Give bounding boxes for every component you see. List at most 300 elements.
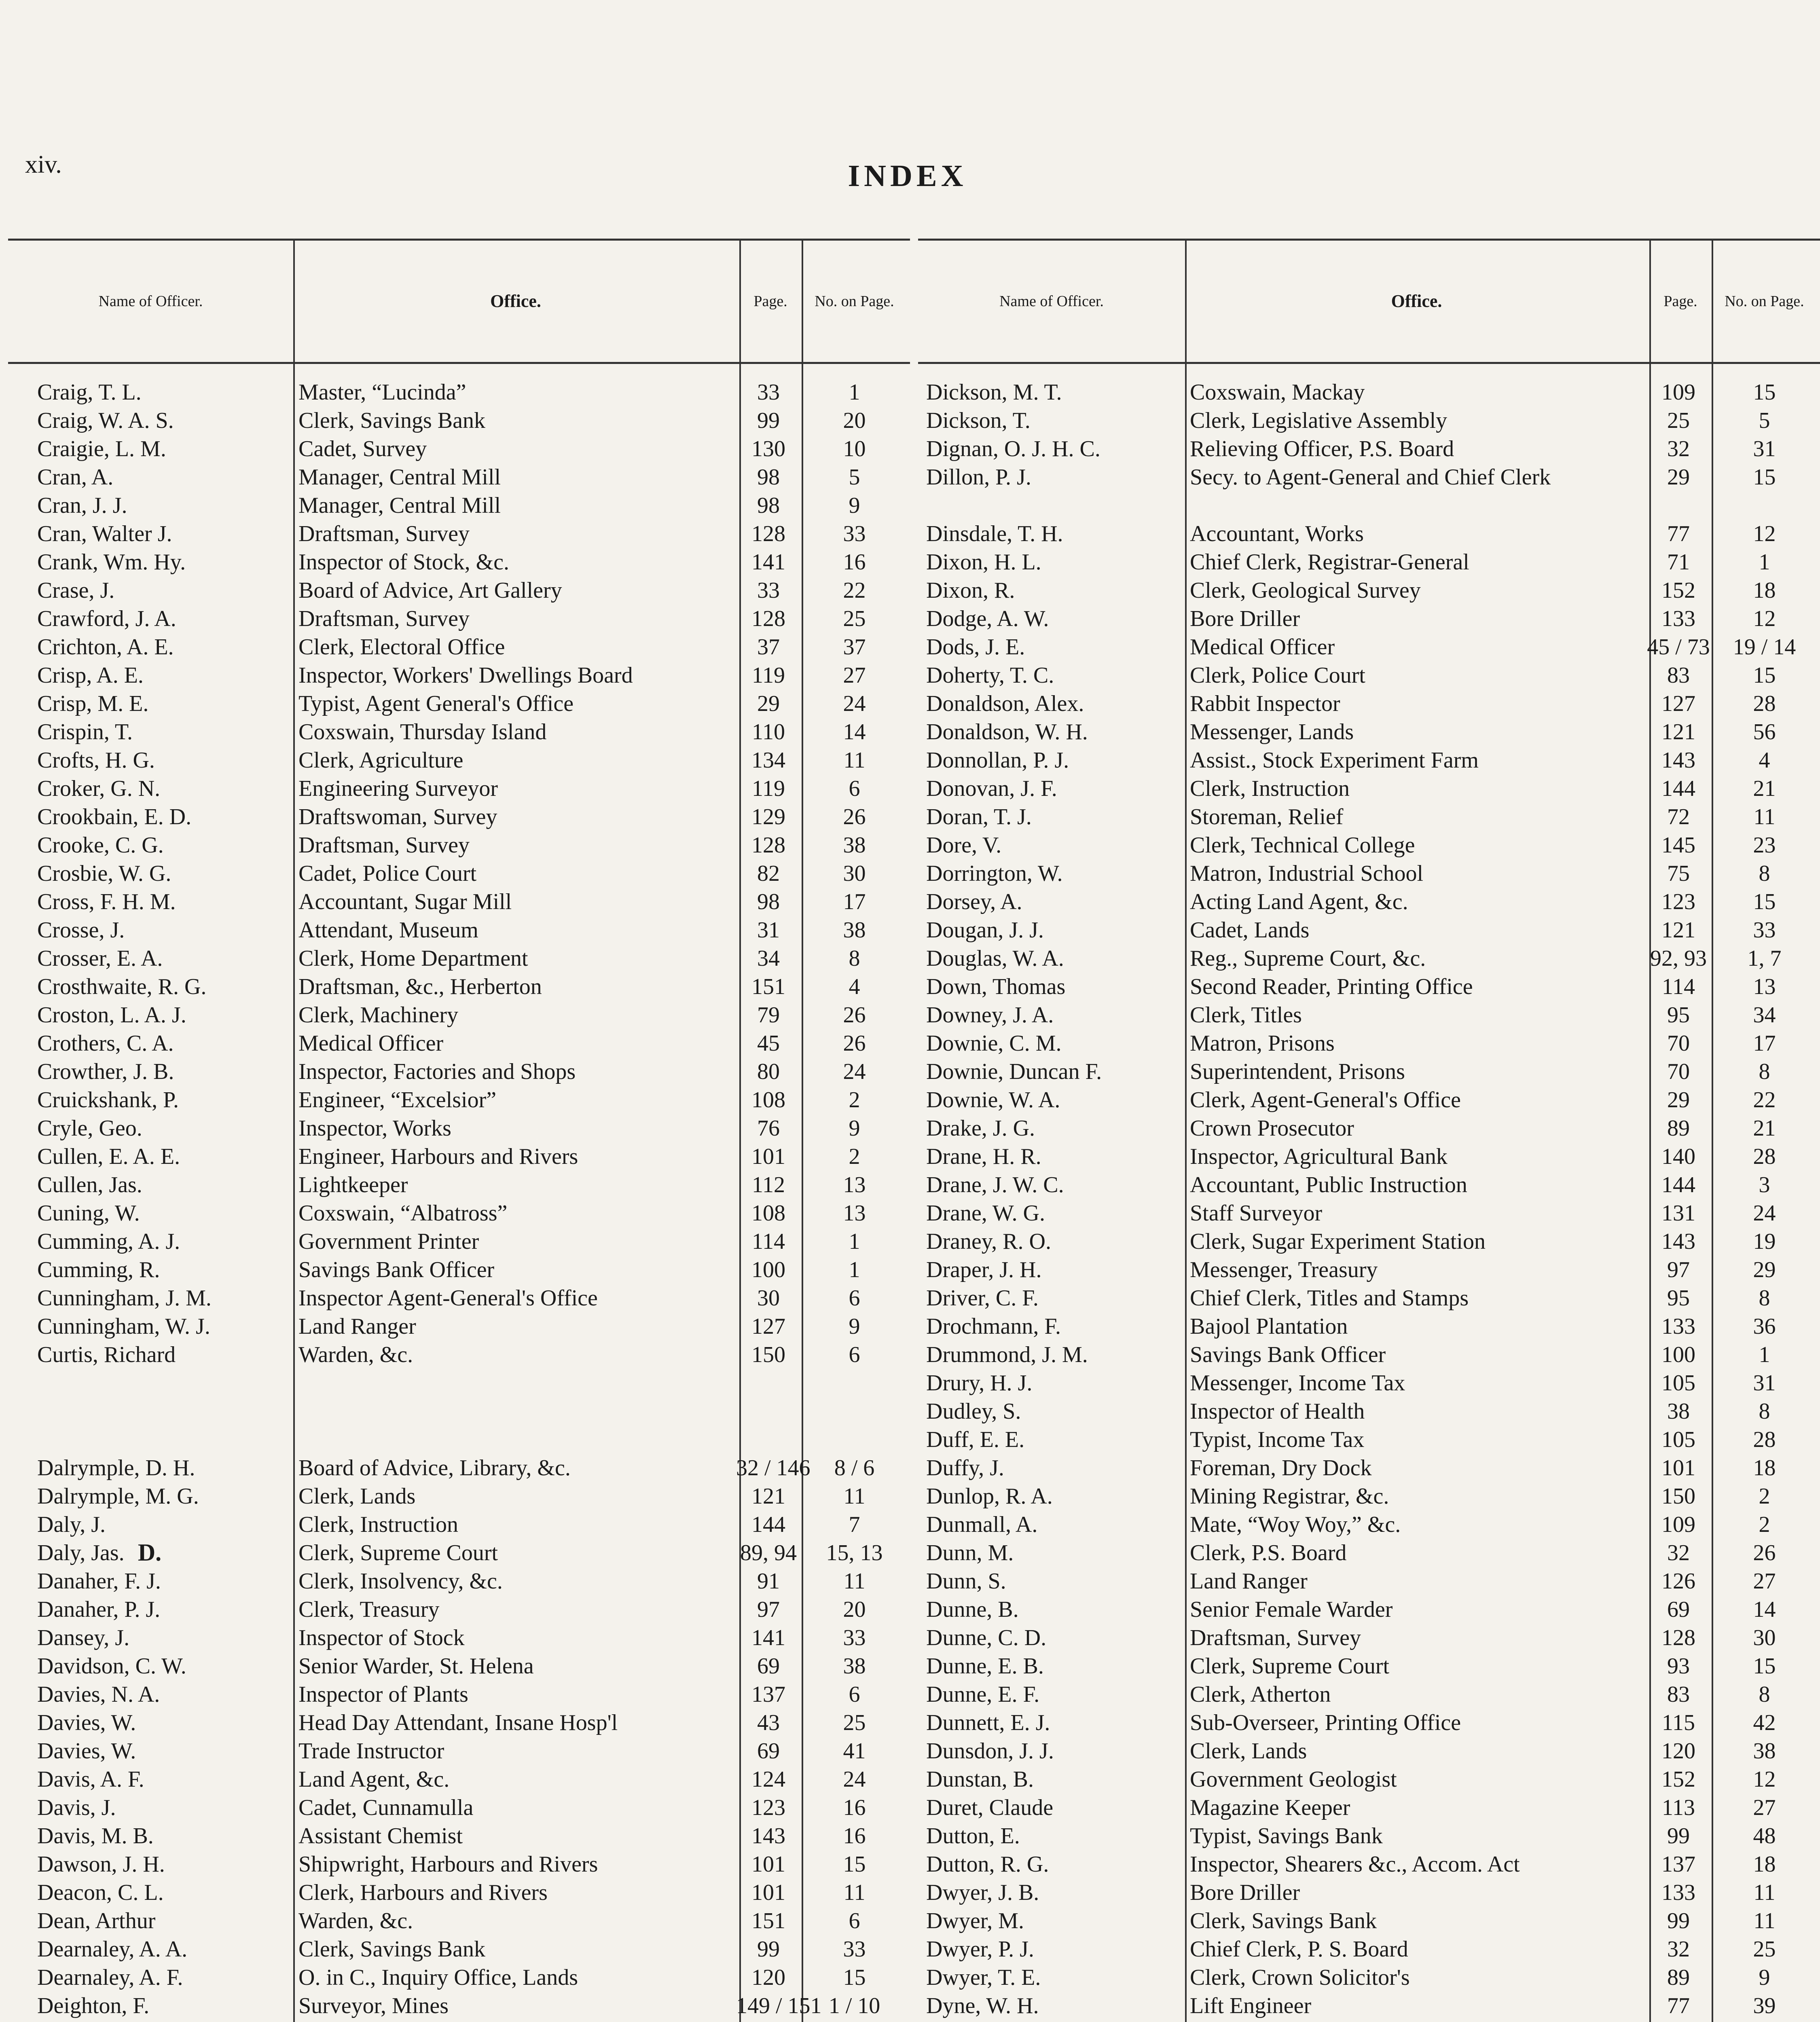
number-on-page: 28 [1753,1427,1776,1452]
office-title: Manager, Central Mill [298,493,501,518]
officer-name: Crosse, J. [37,918,125,943]
office-title: Land Ranger [1190,1569,1308,1594]
table-row [918,1199,1820,1227]
officer-name: Cunningham, W. J. [37,1314,210,1339]
office-title: Clerk, Electoral Office [298,635,505,660]
officer-name: Dorrington, W. [926,861,1063,886]
number-on-page: 21 [1753,776,1776,801]
office-title: Matron, Prisons [1190,1031,1335,1056]
page-ref: 151 [751,974,785,999]
office-title: Clerk, Police Court [1190,663,1365,688]
table-row [918,1765,1820,1794]
office-title: Clerk, Supreme Court [298,1540,498,1565]
page-ref: 33 [757,380,780,405]
office-title: Surveyor, Mines [298,1993,449,2018]
page-ref: 83 [1667,1682,1690,1707]
page-ref: 25 [1667,408,1690,433]
office-title: Clerk, Harbours and Rivers [298,1880,548,1905]
number-on-page: 13 [843,1201,866,1226]
number-on-page: 27 [843,663,866,688]
number-on-page: 37 [843,635,866,660]
page-ref: 137 [1661,1852,1695,1877]
page-ref: 70 [1667,1059,1690,1084]
officer-name: Dearnaley, A. F. [37,1965,183,1990]
officer-name: Drane, W. G. [926,1201,1045,1226]
office-title: Cadet, Police Court [298,861,477,886]
office-title: Trade Instructor [298,1739,444,1764]
office-title: Sub-Overseer, Printing Office [1190,1710,1461,1735]
office-title: Clerk, Legislative Assembly [1190,408,1448,433]
office-title: Typist, Agent General's Office [298,691,574,716]
office-title: Warden, &c. [298,1342,413,1367]
header-page: Page. [1663,293,1697,310]
table-row [918,1595,1820,1624]
page-ref: 114 [1662,974,1695,999]
office-title: Clerk, P.S. Board [1190,1540,1347,1565]
officer-name: Davis, J. [37,1795,116,1820]
number-on-page: 33 [843,1625,866,1650]
officer-name: Dunsdon, J. J. [926,1739,1054,1764]
office-title: Second Reader, Printing Office [1190,974,1473,999]
table-row [8,491,910,520]
number-on-page: 7 [849,1512,860,1537]
office-title: Inspector, Works [298,1116,451,1141]
page-ref: 101 [751,1880,785,1905]
number-on-page: 9 [849,1116,860,1141]
officer-name: Cran, A. [37,465,114,490]
officer-name: Crisp, A. E. [37,663,144,688]
table-row [918,1850,1820,1878]
number-on-page: 6 [849,776,860,801]
table-row [918,1539,1820,1567]
page-ref: 98 [757,889,780,914]
officer-name: Davies, W. [37,1710,136,1735]
number-on-page: 56 [1753,719,1776,745]
table-row [918,1878,1820,1907]
office-title: Crown Prosecutor [1190,1116,1354,1141]
table-row [8,944,910,973]
office-title: Reg., Supreme Court, &c. [1190,946,1426,971]
office-title: Cadet, Cunnamulla [298,1795,474,1820]
office-title: Secy. to Agent-General and Chief Clerk [1190,465,1551,490]
office-title: Draftswoman, Survey [298,804,497,829]
table-row [8,1001,910,1029]
page-ref: 72 [1667,804,1690,829]
table-row [918,1907,1820,1935]
page-ref: 77 [1667,521,1690,546]
office-title: Inspector Agent-General's Office [298,1286,598,1311]
page-ref: 123 [751,1795,785,1820]
office-title: Clerk, Agent-General's Office [1190,1087,1461,1113]
number-on-page: 12 [1753,521,1776,546]
table-row [8,888,910,916]
number-on-page: 4 [1759,748,1770,773]
page-ref: 45 / 73 [1647,635,1710,660]
officer-name: Douglas, W. A. [926,946,1064,971]
page-ref: 126 [1661,1569,1695,1594]
office-title: Matron, Industrial School [1190,861,1424,886]
number-on-page: 14 [843,719,866,745]
office-title: Savings Bank Officer [298,1257,495,1282]
number-on-page: 28 [1753,1144,1776,1169]
page-ref: 131 [1661,1201,1695,1226]
officer-name: Dunne, E. B. [926,1654,1044,1679]
office-title: Savings Bank Officer [1190,1342,1386,1367]
page-ref: 128 [751,606,785,631]
page-ref: 38 [1667,1399,1690,1424]
officer-name: Crosthwaite, R. G. [37,974,207,999]
officer-name: Dansey, J. [37,1625,130,1650]
page-ref: 143 [1661,748,1695,773]
officer-name: Donaldson, Alex. [926,691,1084,716]
index-column-left [8,239,910,2022]
officer-name: Dwyer, M. [926,1908,1024,1933]
table-row [918,1397,1820,1426]
page-ref: 120 [1661,1739,1695,1764]
number-on-page: 2 [849,1087,860,1113]
table-row [8,1963,910,1992]
office-title: Inspector of Stock, &c. [298,550,509,575]
table-row [8,1426,910,1454]
officer-name: Cross, F. H. M. [37,889,176,914]
officer-name: Cruickshank, P. [37,1087,179,1113]
number-on-page: 8 [1759,1399,1770,1424]
officer-name: Craigie, L. M. [37,436,166,461]
table-row [8,1878,910,1907]
table-row [918,1312,1820,1341]
number-on-page: 28 [1753,691,1776,716]
page-ref: 149 / 151 [736,1993,822,2018]
table-row [8,435,910,463]
officer-name: Dalrymple, M. G. [37,1484,199,1509]
number-on-page: 13 [1753,974,1776,999]
officer-name: Daly, J. [37,1512,106,1537]
table-row [918,463,1820,491]
page-ref: 137 [751,1682,785,1707]
number-on-page: 34 [1753,1003,1776,1028]
number-on-page: 18 [1753,1852,1776,1877]
page-ref: 97 [757,1597,780,1622]
officer-name: Donnollan, P. J. [926,748,1069,773]
table-row [918,1652,1820,1680]
page-ref: 144 [751,1512,785,1537]
office-title: Warden, &c. [298,1908,413,1933]
table-row [918,1737,1820,1765]
table-row [8,1058,910,1086]
header-no-on-page: No. on Page. [1725,293,1804,310]
table-row [8,1595,910,1624]
officer-name: Dunstan, B. [926,1767,1034,1792]
number-on-page: 18 [1753,578,1776,603]
page-ref: 70 [1667,1031,1690,1056]
office-title [298,2020,739,2022]
table-row [918,1709,1820,1737]
table-row [918,1227,1820,1256]
office-title: Typist, Income Tax [1190,1427,1365,1452]
table-row [918,1624,1820,1652]
office-title: Senior Warder, St. Helena [298,1654,534,1679]
officer-name: Dickson, T. [926,408,1031,433]
page-ref: 32 / 146 [736,1455,811,1481]
page-ref: 29 [1667,465,1690,490]
office-title: Draftsman, Survey [298,521,470,546]
table-row [8,1142,910,1171]
officer-name: Crosbie, W. G. [37,861,171,886]
page-ref: 99 [1667,1823,1690,1849]
officer-name: Dore, V. [926,833,1002,858]
number-on-page: 9 [849,1314,860,1339]
number-on-page: 23 [1753,833,1776,858]
number-on-page: 24 [843,1767,866,1792]
page-ref: 100 [1661,1342,1695,1367]
officer-name: Dunn, M. [926,1540,1014,1565]
officer-name: Drummond, J. M. [926,1342,1088,1367]
table-row [918,973,1820,1001]
number-on-page: 16 [843,1823,866,1849]
table-row [918,1369,1820,1397]
office-title: Clerk, Savings Bank [298,1937,485,1962]
office-title: Coxswain, Mackay [1190,380,1365,405]
number-on-page: 11 [1753,1908,1776,1933]
table-row [918,520,1820,548]
office-title: Board of Advice, Art Gallery [298,578,562,603]
officer-name: Dunne, E. F. [926,1682,1040,1707]
table-row [918,1001,1820,1029]
page-title: INDEX [848,159,967,193]
office-title: Lift Engineer [1190,1993,1312,2018]
page-ref: 98 [757,493,780,518]
page-number: xiv. [25,151,62,178]
number-on-page: 1 / 10 [828,1993,880,2018]
page-ref: 119 [752,776,785,801]
page-ref: 99 [757,408,780,433]
table-row [8,633,910,661]
number-on-page: 26 [843,1003,866,1028]
page-ref: 30 [757,1286,780,1311]
number-on-page: 24 [1753,1201,1776,1226]
number-on-page: 33 [843,521,866,546]
office-title: Clerk, Crown Solicitor's [1190,1965,1410,1990]
office-title: Inspector, Factories and Shops [298,1059,576,1084]
office-title: Inspector, Agricultural Bank [1190,1144,1448,1169]
officer-name: Downie, W. A. [926,1087,1060,1113]
officer-name: Dunne, C. D. [926,1625,1047,1650]
number-on-page: 22 [843,578,866,603]
officer-name: Davies, N. A. [37,1682,160,1707]
page-ref: 32 [1667,1937,1690,1962]
number-on-page: 6 [849,1286,860,1311]
table-row [8,520,910,548]
office-title: Engineer, “Excelsior” [298,1087,497,1113]
table-row [918,1822,1820,1850]
table-row [8,1765,910,1794]
table-row [8,1284,910,1312]
number-on-page: 38 [1753,1739,1776,1764]
table-row [8,1624,910,1652]
table-row [8,1482,910,1510]
officer-name: Crawford, J. A. [37,606,176,631]
table-row [8,548,910,576]
office-title: Land Ranger [298,1314,416,1339]
number-on-page: 25 [1753,1937,1776,1962]
number-on-page: 12 [1753,606,1776,631]
table-row [918,690,1820,718]
table-row [918,1567,1820,1595]
officer-name: Croker, G. N. [37,776,161,801]
office-title: Mate, “Woy Woy,” &c. [1190,1512,1401,1537]
section-heading-d: D. [138,1539,162,1566]
page-ref: 144 [1661,776,1695,801]
officer-name: Dean, Arthur [37,1908,156,1933]
number-on-page: 31 [1753,436,1776,461]
table-row [8,1341,910,1369]
office-title: Land Agent, &c. [298,1767,450,1792]
office-title: Mining Registrar, &c. [1190,1484,1389,1509]
page-ref: 143 [1661,1229,1695,1254]
page-ref: 69 [1667,1597,1690,1622]
officer-name: Drane, H. R. [926,1144,1041,1169]
page-ref: 123 [1661,889,1695,914]
office-title: Clerk, Technical College [1190,833,1415,858]
office-title: Shipwright, Harbours and Rivers [298,1852,598,1877]
office-title: Clerk, Savings Bank [298,408,485,433]
office-title: Draftsman, Survey [298,606,470,631]
officer-name: Cunningham, J. M. [37,1286,212,1311]
office-title: Coxswain, Thursday Island [298,719,547,745]
number-on-page: 16 [843,550,866,575]
page-ref: 89 [1667,1116,1690,1141]
table-row [8,378,910,406]
table-row [918,491,1820,520]
page-ref: 151 [751,1908,785,1933]
officer-name: Draper, J. H. [926,1257,1042,1282]
table-row [8,1652,910,1680]
table-row [918,1341,1820,1369]
table-row [8,1680,910,1709]
header-office: Office. [1391,291,1442,311]
officer-name: Davis, M. B. [37,1823,154,1849]
office-title: Clerk, Machinery [298,1003,458,1028]
office-title: Inspector of Health [1190,1399,1365,1424]
page-ref: 29 [1667,1087,1690,1113]
page-ref: 82 [757,861,780,886]
number-on-page: 18 [1753,1455,1776,1481]
table-row [8,605,910,633]
officer-name: Drury, H. J. [926,1371,1033,1396]
office-title: Rabbit Inspector [1190,691,1340,716]
page-ref: 114 [752,1229,785,1254]
page-ref: 32 [1667,1540,1690,1565]
officer-name: Cran, Walter J. [37,521,172,546]
table-row [918,916,1820,944]
table-row [8,973,910,1001]
office-title: Board of Advice, Library, &c. [298,1455,571,1481]
officer-name: Cryle, Geo. [37,1116,142,1141]
office-title: Messenger, Income Tax [1190,1371,1405,1396]
table-row [918,1680,1820,1709]
table-row [8,1029,910,1058]
number-on-page: 26 [843,804,866,829]
number-on-page: 11 [1753,1880,1776,1905]
officer-name: Crookbain, E. D. [37,804,192,829]
page-ref: 144 [1661,1172,1695,1197]
officer-name: Dyne, W. H. [926,1993,1039,2018]
page-ref: 121 [1661,719,1695,745]
table-row [918,944,1820,973]
number-on-page: 38 [843,833,866,858]
table-row [8,1992,910,2020]
office-title: Medical Officer [298,1031,444,1056]
officer-name: Crase, J. [37,578,115,603]
officer-name [37,2020,288,2022]
officer-name: Crichton, A. E. [37,635,174,660]
table-row [918,406,1820,435]
office-title: Chief Clerk, Titles and Stamps [1190,1286,1469,1311]
officer-name: Donovan, J. F. [926,776,1057,801]
office-title: Accountant, Sugar Mill [298,889,512,914]
officer-name: Danaher, F. J. [37,1569,161,1594]
table-row [918,661,1820,690]
number-on-page: 11 [843,748,866,773]
office-title: Draftsman, Survey [298,833,470,858]
officer-name: Davidson, C. W. [37,1654,186,1679]
table-row [8,916,910,944]
page-ref: 133 [1661,606,1695,631]
page-ref: 150 [1661,1484,1695,1509]
page-ref: 128 [751,521,785,546]
page-ref: 105 [1661,1371,1695,1396]
office-title: Clerk, Treasury [298,1597,440,1622]
officer-name: Crowther, J. B. [37,1059,174,1084]
number-on-page: 24 [843,691,866,716]
number-on-page: 8 [1759,1286,1770,1311]
page-ref: 133 [1661,1880,1695,1905]
number-on-page: 8 [1759,1682,1770,1707]
officer-name: Davis, A. F. [37,1767,144,1792]
officer-name: Dearnaley, A. A. [37,1937,188,1962]
page-ref: 80 [757,1059,780,1084]
page-ref: 43 [757,1710,780,1735]
officer-name: Craig, T. L. [37,380,142,405]
page-ref [736,2020,801,2022]
table-row [8,1114,910,1142]
office-title: Cadet, Lands [1190,918,1310,943]
page-ref: 32 [1667,436,1690,461]
officer-name: Crispin, T. [37,719,133,745]
table-row [918,1256,1820,1284]
table-row [918,1086,1820,1114]
number-on-page: 29 [1753,1257,1776,1282]
page-ref: 101 [751,1144,785,1169]
page-ref: 130 [751,436,785,461]
page-ref: 89, 94 [740,1540,797,1565]
page-ref: 121 [751,1484,785,1509]
page-ref: 100 [751,1257,785,1282]
office-title: Coxswain, “Albatross” [298,1201,508,1226]
office-title: Foreman, Dry Dock [1190,1455,1372,1481]
table-row [918,1114,1820,1142]
office-title: Accountant, Public Instruction [1190,1172,1467,1197]
office-title: Clerk, Titles [1190,1003,1302,1028]
page-ref: 152 [1661,1767,1695,1792]
officer-name: Croston, L. A. J. [37,1003,186,1028]
page-ref: 143 [751,1823,785,1849]
number-on-page: 38 [843,1654,866,1679]
number-on-page: 20 [843,408,866,433]
page-ref: 98 [757,465,780,490]
page-ref: 108 [751,1201,785,1226]
officer-name: Cullen, Jas. [37,1172,142,1197]
